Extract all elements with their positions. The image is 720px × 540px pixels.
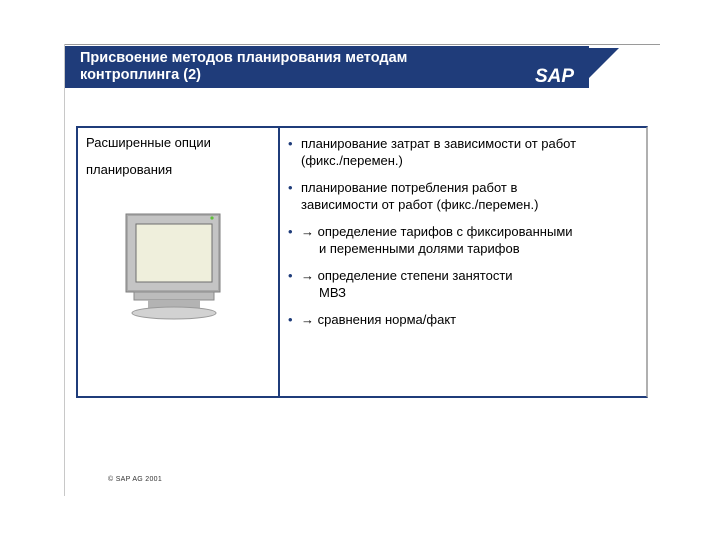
- slide-title-line2: контроплинга (2): [80, 67, 201, 83]
- left-label-line1: Расширенные опции: [86, 135, 211, 150]
- slide-title-line1: Присвоение методов планирования методам: [80, 50, 408, 66]
- bullet-item: [288, 179, 644, 213]
- monitor-icon: [124, 212, 224, 320]
- bullet-text-cont: и переменными долями тарифов: [319, 241, 520, 256]
- bullet-text: планирование потребления работ в: [301, 180, 518, 195]
- sap-logo: [527, 48, 619, 88]
- bullet-text-cont: (фикс./перемен.): [301, 153, 403, 168]
- bullet-item: [288, 311, 644, 328]
- bullet-text-cont: МВЗ: [319, 285, 346, 300]
- bullet-dot-icon: •: [288, 312, 293, 327]
- bullet-dot-icon: •: [288, 268, 293, 283]
- bullet-item: [288, 223, 644, 257]
- left-label-line2: планирования: [86, 162, 173, 177]
- left-panel-label: [86, 134, 274, 178]
- bullet-text: → определение тарифов с фиксированными: [301, 224, 573, 239]
- bullet-text-cont: зависимости от работ (фикс./перемен.): [301, 197, 539, 212]
- bullet-dot-icon: •: [288, 224, 293, 239]
- copyright-footer: © SAP AG 2001: [108, 476, 163, 483]
- sap-logo-text: SAP: [535, 66, 575, 87]
- bullet-item: [288, 135, 644, 169]
- bullet-text: планирование затрат в зависимости от работ: [301, 136, 577, 151]
- bullet-item: [288, 267, 644, 301]
- column-divider: [278, 126, 280, 398]
- bullet-dot-icon: •: [288, 180, 293, 195]
- bullet-text: → сравнения норма/факт: [301, 312, 457, 327]
- bullet-dot-icon: •: [288, 136, 293, 151]
- bullet-text: → определение степени занятости: [301, 268, 513, 283]
- bullet-list: [288, 135, 644, 338]
- slide-title: [80, 50, 540, 84]
